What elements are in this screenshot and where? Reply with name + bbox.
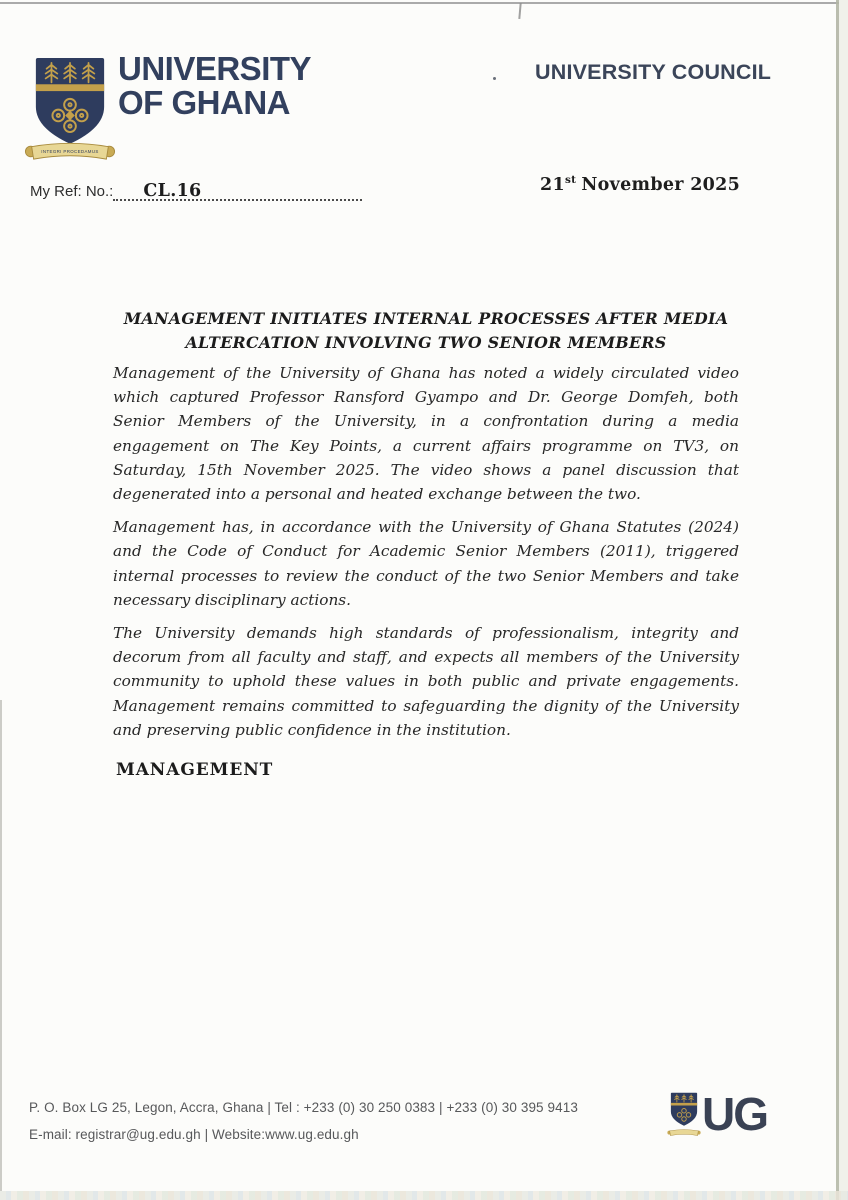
letter-title — [113, 307, 739, 354]
paragraph-1: Management of the University of Ghana has noted a widely circulated video which captured Professor Ransford Gyampo and Dr. George Domfeh, both Senior Members of the University, in a confrontation during a media engagement on The Key Points, a current affairs programme on TV3, on Saturday, 15th November 2025. The video shows a panel discussion that degenerated into a personal and heated exchange between the two. — [113, 364, 739, 504]
footer-contact-block — [29, 1100, 578, 1154]
paragraph-3: The University demands high standards of professionalism, integrity and decorum from all faculty and staff, and expects all members of the University community to uphold these values in both public and private engagements. Management remains committed to safeguarding the dignity of the University and preserving public confidence in the institution. — [113, 624, 739, 739]
org-name-line2: OF GHANA — [118, 84, 290, 121]
footer-address-line: P. O. Box LG 25, Legon, Accra, Ghana | Tel : +233 (0) 30 250 0383 | +233 (0) 30 395 9413 — [29, 1100, 578, 1115]
footer-ug-wordmark: UG — [702, 1088, 767, 1140]
reference-row — [30, 181, 362, 201]
letter-title-line1: MANAGEMENT INITIATES INTERNAL PROCESSES AFTER MEDIA — [123, 309, 729, 328]
footer-ug-logo — [668, 1088, 767, 1140]
scan-top-line — [0, 2, 848, 4]
letter-title-line2: ALTERCATION INVOLVING TWO SENIOR MEMBERS — [185, 332, 667, 352]
signoff: MANAGEMENT — [116, 760, 274, 780]
crest-motto-ribbon-icon — [24, 139, 116, 166]
crest-motto-text: INTEGRI PROCEDAMUS — [41, 148, 99, 154]
scan-top-tick — [518, 3, 521, 19]
date-ordinal: st — [564, 174, 577, 187]
footer-crest-icon — [668, 1092, 700, 1138]
scan-right-strip — [839, 0, 848, 1200]
reference-label: My Ref: No.: — [30, 183, 114, 200]
council-label: UNIVERSITY COUNCIL — [535, 60, 772, 84]
date-month-year: November 2025 — [581, 175, 741, 195]
reference-number: CL.16 — [143, 181, 202, 201]
footer-crest-ribbon-icon — [666, 1128, 702, 1138]
stray-dot-artifact — [493, 77, 496, 80]
footer-email-line: E-mail: registrar@ug.edu.gh | Website:www.ug.edu.gh — [29, 1127, 359, 1142]
scan-right-edge-line — [836, 0, 839, 1200]
org-name — [118, 52, 311, 120]
letter-date — [540, 175, 740, 195]
reference-dotted-line — [113, 181, 362, 201]
scan-left-edge-line — [0, 700, 2, 1191]
paragraph-2: Management has, in accordance with the University of Ghana Statutes (2024) and the Code of Conduct for Academic Senior Members (2011), triggered internal processes to review the conduct of the two Senior Members and take necessary disciplinary actions. — [113, 518, 739, 609]
org-name-line1: UNIVERSITY — [118, 50, 312, 87]
scan-bottom-noise — [0, 1191, 848, 1200]
date-day: 21 — [540, 175, 565, 195]
letter-body — [113, 361, 739, 751]
university-of-ghana-crest-icon — [31, 56, 109, 150]
